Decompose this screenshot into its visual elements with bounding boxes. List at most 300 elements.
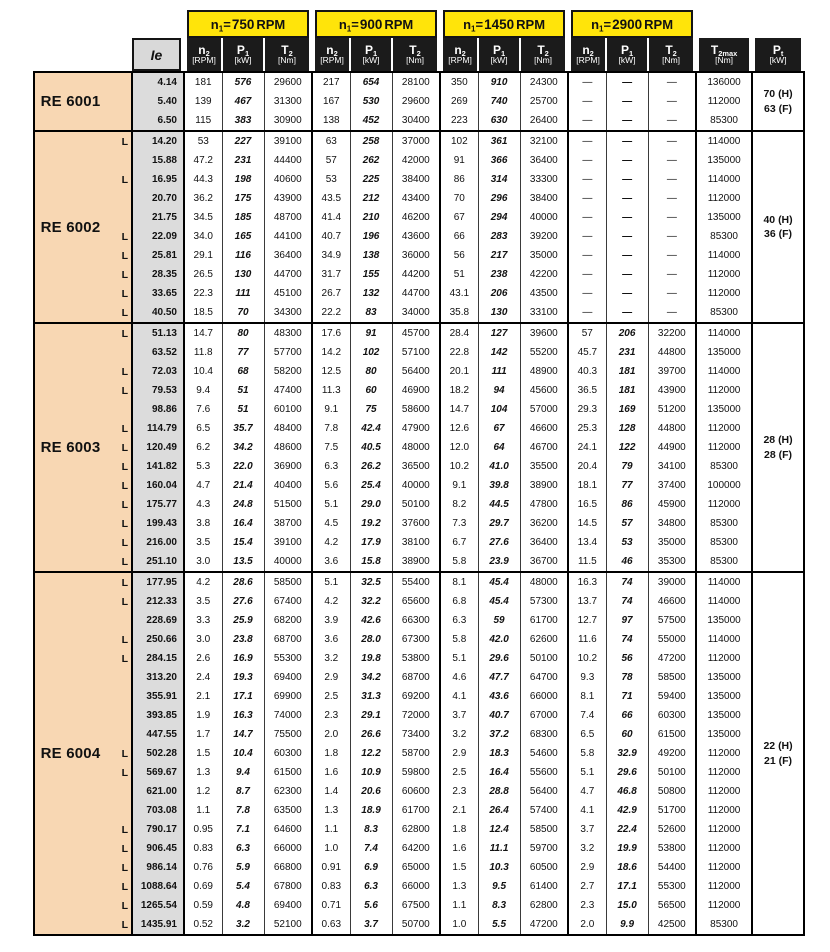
t2-value: 55300 [648, 877, 696, 896]
p1-value: 26.4 [478, 801, 520, 820]
t2-value: 38100 [392, 533, 440, 552]
n2-value: 4.2 [184, 572, 222, 592]
table-row [34, 92, 804, 111]
p1-value: 23.8 [222, 630, 264, 649]
l-marker: L [106, 572, 132, 592]
p1-value: 19.2 [350, 514, 392, 533]
n2-value: 11.5 [568, 552, 606, 572]
ie-value: 25.81 [132, 246, 184, 265]
table-row [34, 208, 804, 227]
col-header-t2 [393, 38, 437, 71]
n2-value: 34.9 [312, 246, 350, 265]
table-header [34, 10, 804, 72]
p1-value: 225 [350, 170, 392, 189]
t2-value: 50100 [392, 495, 440, 514]
l-marker: L [106, 896, 132, 915]
model-group [34, 572, 804, 935]
p1-value: 181 [606, 381, 648, 400]
t2-value: 44200 [392, 265, 440, 284]
t2-value: 67500 [392, 896, 440, 915]
l-marker [106, 208, 132, 227]
t2max-value: 135000 [696, 668, 752, 687]
p1-value: 41.0 [478, 457, 520, 476]
model-group [34, 323, 804, 572]
ratings-table [33, 10, 805, 936]
p1-value: 654 [350, 72, 392, 92]
l-marker [106, 801, 132, 820]
p1-value: 14.7 [222, 725, 264, 744]
column-header-symbol: $n_2$ [198, 42, 210, 58]
table-row [34, 189, 804, 208]
t2-value: 45600 [520, 381, 568, 400]
ie-value: 160.04 [132, 476, 184, 495]
n2-value: 1.8 [440, 820, 478, 839]
t2-value: 67300 [392, 630, 440, 649]
n2-value: 35.8 [440, 303, 478, 323]
table-row [34, 111, 804, 131]
n2-value: 13.7 [568, 592, 606, 611]
t2-value: 26400 [520, 111, 568, 131]
t2-value: 35000 [520, 246, 568, 265]
n2-value: 20.4 [568, 457, 606, 476]
t2-value: 73400 [392, 725, 440, 744]
p1-value: 22.4 [606, 820, 648, 839]
t2-value: — [648, 246, 696, 265]
rpm-value: 1450 [484, 16, 515, 32]
p1-value: 29.0 [350, 495, 392, 514]
column-header-symbol: $T_2$ [281, 42, 293, 58]
n2-value: 1.9 [184, 706, 222, 725]
p1-value: 26.6 [350, 725, 392, 744]
t2-value: 34800 [648, 514, 696, 533]
n2-value: 1.1 [184, 801, 222, 820]
n2-value: 26.5 [184, 265, 222, 284]
p1-value: 18.9 [350, 801, 392, 820]
t2max-value: 112000 [696, 495, 752, 514]
p1-value: 9.9 [606, 915, 648, 935]
t2-value: 47400 [264, 381, 312, 400]
p1-value: 45.4 [478, 592, 520, 611]
t2-value: 46200 [392, 208, 440, 227]
t2max-value: 135000 [696, 611, 752, 630]
t2max-value: 100000 [696, 476, 752, 495]
n2-value: 3.7 [440, 706, 478, 725]
p1-value: 165 [222, 227, 264, 246]
table-row [34, 763, 804, 782]
t2-value: 53800 [392, 649, 440, 668]
t2max-value: 112000 [696, 801, 752, 820]
rpm-group-header-cell [568, 10, 696, 38]
t2-value: 69900 [264, 687, 312, 706]
p1-value: 32.2 [350, 592, 392, 611]
n2-value: 10.4 [184, 362, 222, 381]
t2-value: 39100 [264, 533, 312, 552]
t2-value: 66300 [392, 611, 440, 630]
l-marker: L [106, 438, 132, 457]
p1-value: 9.4 [222, 763, 264, 782]
n2-value: 7.6 [184, 400, 222, 419]
l-marker: L [106, 323, 132, 343]
column-header-symbol: $P_1$ [364, 42, 378, 58]
n2-value: 91 [440, 151, 478, 170]
n2-value: 17.6 [312, 323, 350, 343]
p1-value: 74 [606, 572, 648, 592]
column-header-symbol: $T_2$ [665, 42, 677, 58]
ie-value: 228.69 [132, 611, 184, 630]
n2-value: 43.5 [312, 189, 350, 208]
p1-value: 467 [222, 92, 264, 111]
l-marker [106, 725, 132, 744]
p1-value: — [606, 227, 648, 246]
table-row [34, 687, 804, 706]
t2-value: 35000 [648, 533, 696, 552]
p1-value: 27.6 [478, 533, 520, 552]
t2max-value: 85300 [696, 514, 752, 533]
column-header-symbol: $n_2$ [326, 42, 338, 58]
t2max-value: 136000 [696, 72, 752, 92]
l-marker: L [106, 476, 132, 495]
p1-value: 8.3 [478, 896, 520, 915]
t2max-value: 114000 [696, 630, 752, 649]
column-header-cell [264, 38, 312, 72]
p1-value: 5.9 [222, 858, 264, 877]
p1-value: 44.5 [478, 495, 520, 514]
table-row [34, 592, 804, 611]
n2-value: 1.4 [312, 782, 350, 801]
t2-value: 54600 [520, 744, 568, 763]
model-group [34, 72, 804, 131]
t2-value: 59700 [520, 839, 568, 858]
t2-value: 44800 [648, 419, 696, 438]
t2-value: 34300 [264, 303, 312, 323]
pt-line: 28 (F) [764, 448, 793, 461]
n2-value: 6.5 [184, 419, 222, 438]
column-header-cell [568, 38, 606, 72]
t2-value: 37000 [392, 131, 440, 151]
n2-value: 7.8 [312, 419, 350, 438]
p1-value: 16.4 [222, 514, 264, 533]
table-row [34, 552, 804, 572]
t2-value: 67400 [264, 592, 312, 611]
l-marker [106, 611, 132, 630]
ie-value: 447.55 [132, 725, 184, 744]
pt-line: 21 (F) [764, 754, 793, 767]
p1-value: 51 [222, 400, 264, 419]
t2-value: 38900 [520, 476, 568, 495]
rpm-prefix: $n_1$ [210, 16, 224, 33]
t2max-value: 114000 [696, 362, 752, 381]
n2-value: 3.2 [568, 839, 606, 858]
l-marker [106, 706, 132, 725]
n2-value: 8.2 [440, 495, 478, 514]
p1-value: 16.3 [222, 706, 264, 725]
p1-value: 74 [606, 592, 648, 611]
n2-value: 34.0 [184, 227, 222, 246]
ie-value: 393.85 [132, 706, 184, 725]
l-marker [106, 343, 132, 362]
p1-value: 206 [478, 284, 520, 303]
t2-value: 44800 [648, 343, 696, 362]
column-header-unit: [Nm] [662, 55, 681, 66]
n2-value: 6.2 [184, 438, 222, 457]
t2-value: 43500 [520, 284, 568, 303]
p1-value: 57 [606, 514, 648, 533]
n2-value: 0.52 [184, 915, 222, 935]
n2-value: 57 [312, 151, 350, 170]
n2-value: 40.3 [568, 362, 606, 381]
l-marker: L [106, 744, 132, 763]
p1-value: — [606, 151, 648, 170]
p1-value: 24.8 [222, 495, 264, 514]
t2-value: 67000 [520, 706, 568, 725]
table-row [34, 725, 804, 744]
p1-value: 283 [478, 227, 520, 246]
t2-value: 36900 [264, 457, 312, 476]
l-marker: L [106, 858, 132, 877]
table-row [34, 381, 804, 400]
ie-value: 355.91 [132, 687, 184, 706]
n2-value: 5.1 [312, 495, 350, 514]
n2-value: 12.0 [440, 438, 478, 457]
pt-value [752, 131, 804, 323]
ie-value: 114.79 [132, 419, 184, 438]
t2-value: 57300 [520, 592, 568, 611]
p1-value: 18.6 [606, 858, 648, 877]
col-header-t2 [521, 38, 565, 71]
t2-value: — [648, 265, 696, 284]
ie-value: 906.45 [132, 839, 184, 858]
t2-value: 38400 [392, 170, 440, 189]
t2max-value: 112000 [696, 896, 752, 915]
p1-value: 31.3 [350, 687, 392, 706]
t2max-value: 114000 [696, 131, 752, 151]
n2-value: 22.3 [184, 284, 222, 303]
t2-value: 39200 [520, 227, 568, 246]
p1-value: 530 [350, 92, 392, 111]
p1-value: 11.1 [478, 839, 520, 858]
n2-value: 3.3 [184, 611, 222, 630]
p1-value: 127 [478, 323, 520, 343]
p1-value: 15.8 [350, 552, 392, 572]
t2-value: 61500 [648, 725, 696, 744]
p1-value: 46 [606, 552, 648, 572]
n2-value: — [568, 170, 606, 189]
n2-value: 18.1 [568, 476, 606, 495]
n2-value: 217 [312, 72, 350, 92]
n2-value: 3.6 [312, 552, 350, 572]
p1-value: 18.3 [478, 744, 520, 763]
table-row [34, 323, 804, 343]
t2-value: 36200 [520, 514, 568, 533]
n2-value: 2.3 [440, 782, 478, 801]
n2-value: 2.9 [440, 744, 478, 763]
p1-value: 185 [222, 208, 264, 227]
t2-value: 60300 [264, 744, 312, 763]
n2-value: 0.83 [184, 839, 222, 858]
n2-value: 4.2 [312, 592, 350, 611]
column-header-cell [350, 38, 392, 72]
n2-value: 12.7 [568, 611, 606, 630]
p1-value: 68 [222, 362, 264, 381]
t2-value: 55000 [648, 630, 696, 649]
t2-value: 55200 [520, 343, 568, 362]
p1-value: — [606, 72, 648, 92]
t2-value: 43900 [264, 189, 312, 208]
t2-value: 43600 [392, 227, 440, 246]
n2-value: 0.91 [312, 858, 350, 877]
p1-value: 576 [222, 72, 264, 92]
p1-value: 66 [606, 706, 648, 725]
n2-value: 1.3 [312, 801, 350, 820]
n2-value: 1.6 [440, 839, 478, 858]
t2-value: 36700 [520, 552, 568, 572]
t2-value: 39600 [520, 323, 568, 343]
n2-value: 3.9 [312, 611, 350, 630]
t2-value: 46900 [392, 381, 440, 400]
p1-value: 42.4 [350, 419, 392, 438]
t2-value: 56400 [392, 362, 440, 381]
p1-value: — [606, 189, 648, 208]
table-row [34, 400, 804, 419]
t2-value: 58200 [264, 362, 312, 381]
p1-value: 59 [478, 611, 520, 630]
column-header-cell [520, 38, 568, 72]
column-header-symbol: $n_2$ [582, 42, 594, 58]
p1-value: 7.8 [222, 801, 264, 820]
t2-value: 39000 [648, 572, 696, 592]
p1-value: 111 [478, 362, 520, 381]
table-row [34, 246, 804, 265]
t2-value: 46700 [520, 438, 568, 457]
p1-value: 198 [222, 170, 264, 189]
n2-value: 1.1 [312, 820, 350, 839]
t2-value: 58500 [648, 668, 696, 687]
n2-value: 3.7 [568, 820, 606, 839]
ie-value: 15.88 [132, 151, 184, 170]
p1-value: — [606, 92, 648, 111]
p1-value: 60 [350, 381, 392, 400]
l-marker: L [106, 649, 132, 668]
n2-value: 2.1 [184, 687, 222, 706]
p1-value: 97 [606, 611, 648, 630]
p1-value: 15.4 [222, 533, 264, 552]
pt-line: 28 (H) [763, 434, 793, 447]
n2-value: 18.5 [184, 303, 222, 323]
p1-value: 383 [222, 111, 264, 131]
rpm-equals: = [475, 16, 484, 32]
t2max-value: 135000 [696, 706, 752, 725]
n2-value: 5.3 [184, 457, 222, 476]
ie-value: 63.52 [132, 343, 184, 362]
t2-value: 44400 [264, 151, 312, 170]
t2-value: 32100 [520, 131, 568, 151]
p1-value: 47.7 [478, 668, 520, 687]
n2-value: 29.1 [184, 246, 222, 265]
p1-value: 212 [350, 189, 392, 208]
t2-value: — [648, 170, 696, 189]
p1-value: 6.9 [350, 858, 392, 877]
p1-value: 32.9 [606, 744, 648, 763]
rpm-group-header [187, 10, 309, 38]
p1-value: — [606, 131, 648, 151]
l-marker [106, 151, 132, 170]
n2-value: 1.5 [184, 744, 222, 763]
t2max-value: 114000 [696, 323, 752, 343]
column-header-symbol: $P_t$ [772, 42, 784, 58]
table-row [34, 419, 804, 438]
p1-value: 26.2 [350, 457, 392, 476]
column-header-unit: [kW] [769, 55, 787, 66]
n2-value: 8.1 [440, 572, 478, 592]
n2-value: 24.1 [568, 438, 606, 457]
t2-value: 31300 [264, 92, 312, 111]
p1-value: 46.8 [606, 782, 648, 801]
t2-value: — [648, 284, 696, 303]
table-row [34, 649, 804, 668]
table-row [34, 668, 804, 687]
l-marker: L [106, 284, 132, 303]
n2-value: 4.1 [440, 687, 478, 706]
p1-value: 155 [350, 265, 392, 284]
t2-value: 57000 [520, 400, 568, 419]
t2-value: 29600 [392, 92, 440, 111]
column-header-unit: [kW] [362, 55, 380, 66]
t2-value: 69400 [264, 896, 312, 915]
t2-value: 44700 [264, 265, 312, 284]
n2-value: — [568, 227, 606, 246]
t2-value: 64600 [264, 820, 312, 839]
l-marker: L [106, 533, 132, 552]
t2-value: 48900 [520, 362, 568, 381]
ie-value: 177.95 [132, 572, 184, 592]
n2-value: 7.4 [568, 706, 606, 725]
t2max-value: 114000 [696, 592, 752, 611]
t2max-value: 112000 [696, 284, 752, 303]
table-row [34, 170, 804, 189]
t2max-value: 135000 [696, 400, 752, 419]
t2-value: 55600 [520, 763, 568, 782]
t2max-value: 135000 [696, 151, 752, 170]
n2-value: 1.3 [440, 877, 478, 896]
t2-value: 60300 [648, 706, 696, 725]
rpm-group-header [571, 10, 693, 38]
n2-value: 1.3 [184, 763, 222, 782]
p1-value: 53 [606, 533, 648, 552]
t2-value: — [648, 303, 696, 323]
n2-value: 31.7 [312, 265, 350, 284]
p1-value: 19.9 [606, 839, 648, 858]
t2-value: 75500 [264, 725, 312, 744]
n2-value: 2.4 [184, 668, 222, 687]
n2-value: — [568, 246, 606, 265]
table-row [34, 284, 804, 303]
table-row [34, 303, 804, 323]
l-marker [106, 92, 132, 111]
l-marker: L [106, 552, 132, 572]
column-header-symbol: $P_1$ [492, 42, 506, 58]
n2-value: 6.3 [312, 457, 350, 476]
p1-value: 71 [606, 687, 648, 706]
p1-value: 128 [606, 419, 648, 438]
n2-value: 5.6 [312, 476, 350, 495]
p1-value: 206 [606, 323, 648, 343]
t2-value: 47200 [648, 649, 696, 668]
p1-value: 210 [350, 208, 392, 227]
t2-value: 34000 [392, 303, 440, 323]
t2-value: 36400 [520, 151, 568, 170]
ie-value: 16.95 [132, 170, 184, 189]
p1-value: 7.1 [222, 820, 264, 839]
